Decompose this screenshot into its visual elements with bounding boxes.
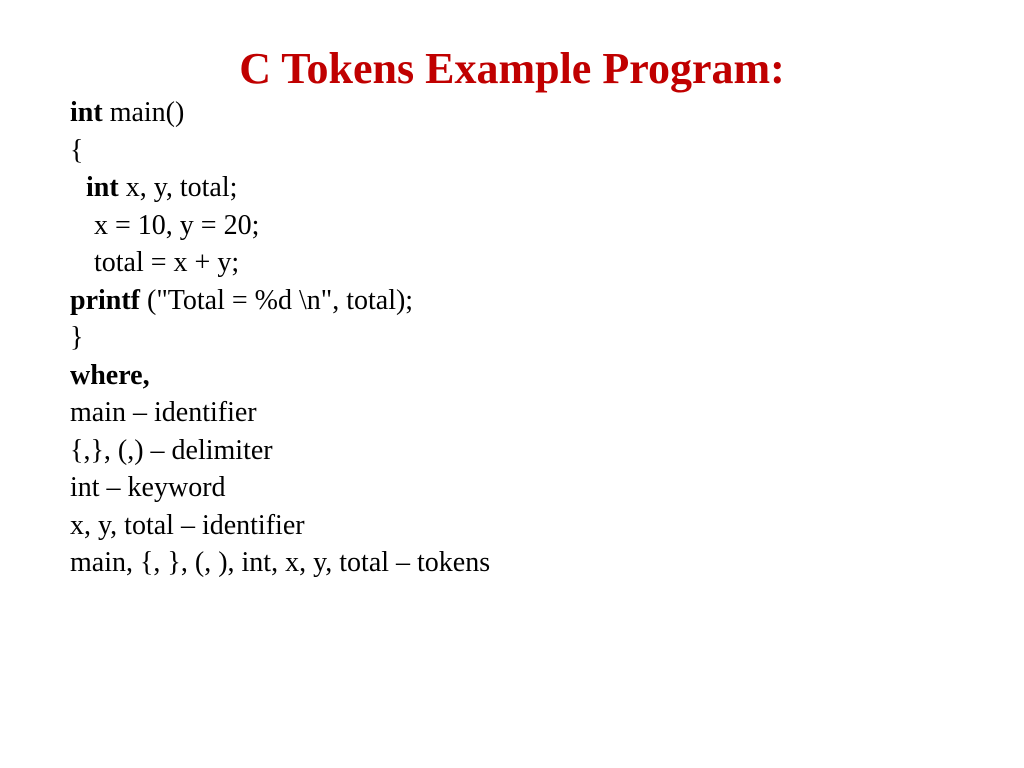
explanation-item: main, {, }, (, ), int, x, y, total – tokens xyxy=(70,547,491,578)
code-line-3 xyxy=(70,169,970,207)
code-line-2 xyxy=(70,132,970,170)
keyword: int xyxy=(70,97,103,128)
code-text: total = x + y; xyxy=(94,247,240,278)
keyword: printf xyxy=(70,284,140,316)
code-text: ("Total = %d \n", total); xyxy=(140,284,414,316)
explanation-item: x, y, total – identifier xyxy=(70,509,305,541)
code-line-4 xyxy=(70,207,970,245)
slide-body xyxy=(70,94,970,582)
code-text: x, y, total; xyxy=(118,172,238,203)
keyword: int xyxy=(86,172,119,203)
code-line-6 xyxy=(70,282,970,320)
explanation-item: main – identifier xyxy=(70,397,257,428)
slide-title: C Tokens Example Program: xyxy=(239,44,785,93)
code-line-5 xyxy=(70,244,970,282)
explanation-item: int – keyword xyxy=(70,472,226,503)
code-text: x = 10, y = 20; xyxy=(94,209,260,241)
code-text: main() xyxy=(102,97,185,128)
explanation-item: {,}, (,) – delimiter xyxy=(70,434,273,466)
code-line-1 xyxy=(70,94,970,132)
code-line-7 xyxy=(70,319,970,357)
code-text: { xyxy=(70,134,84,166)
code-text: } xyxy=(70,322,84,353)
explanation-heading: where, xyxy=(70,359,150,391)
